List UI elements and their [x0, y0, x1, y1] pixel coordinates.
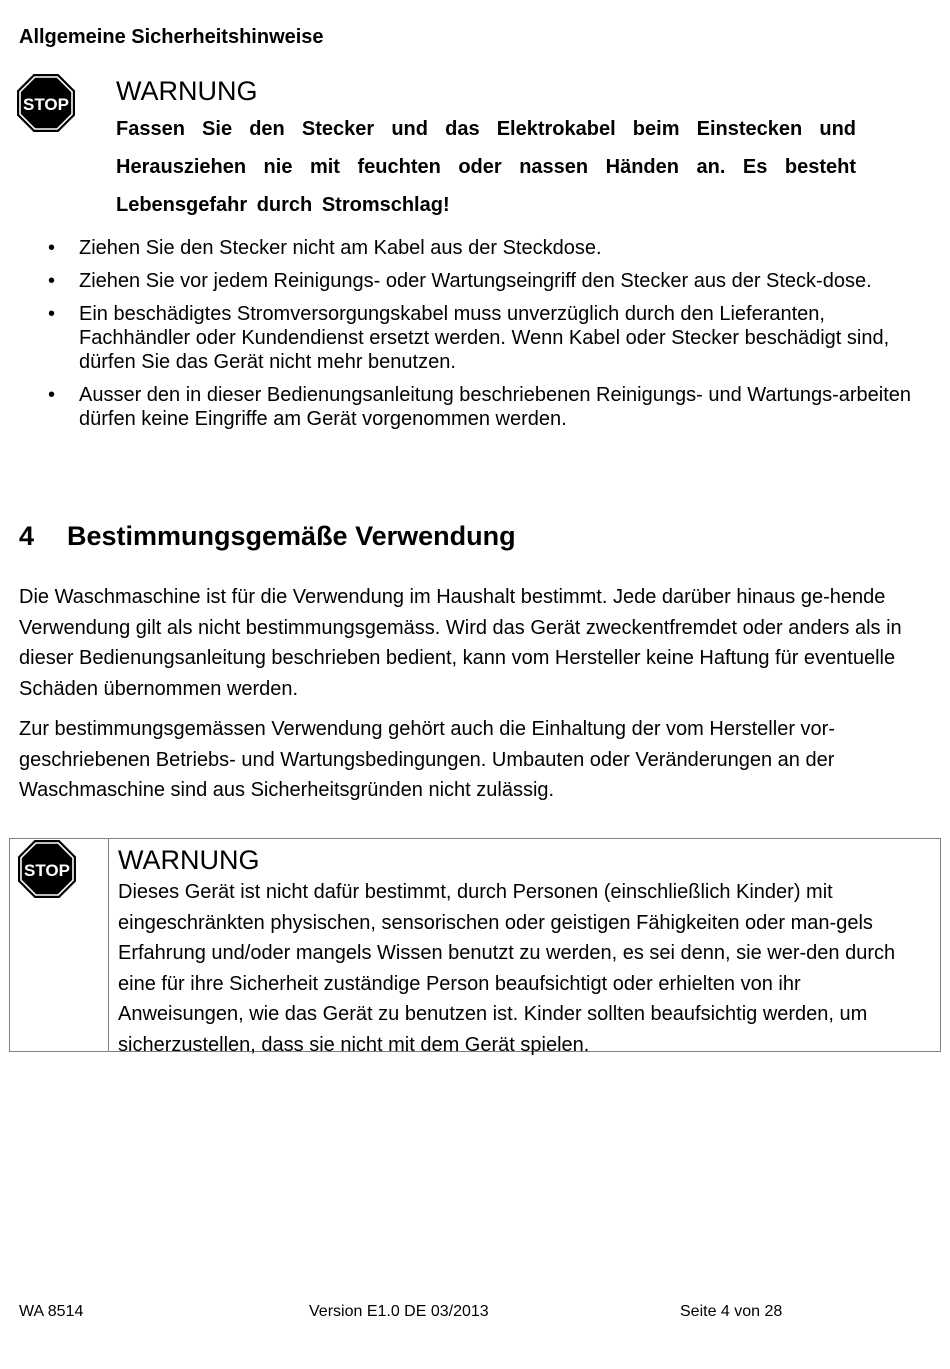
list-item: • Ziehen Sie den Stecker nicht am Kabel aus der Steckdose.: [38, 236, 928, 260]
table-divider: [108, 839, 109, 1051]
page-header-title: Allgemeine Sicherheitshinweise: [19, 26, 324, 48]
stop-sign-label: STOP: [24, 861, 70, 880]
warning-title: WARNUNG: [118, 845, 260, 875]
paragraph: Die Waschmaschine ist für die Verwendung im Haushalt bestimmt. Jede darüber hinaus ge-hende Verwendung gilt als nicht bestimmungsgemäss. Wird das Gerät zweckentfremdet oder anders als in dieser Bedienungsanleitung beschrieben bedient, kann vom Hersteller keine Haftung für eventuelle Schäden übernommen werden.: [19, 586, 902, 700]
paragraph: Zur bestimmungsgemässen Verwendung gehört auch die Einhaltung der vom Hersteller vor-geschriebenen Betriebs- und Wartungsbedingungen. Umbauten oder Veränderungen an der Waschmaschine sind aus Sicherheitsgründen nicht zulässig.: [19, 718, 835, 801]
warning-text: Fassen Sie den Stecker und das Elektrokabel beim Einstecken und Herausziehen nie mit feuchten oder nassen Händen an. Es besteht Lebensgefahr durch Stromschlag!: [116, 118, 856, 216]
warning-title: WARNUNG: [116, 76, 258, 106]
stop-sign-icon: [17, 839, 77, 899]
warning-box: [9, 838, 941, 1056]
list-item: • Ausser den in dieser Bedienungsanleitung beschriebenen Reinigungs- und Wartungs-arbeiten dürfen keine Eingriffe am Gerät vorgenommen werden.: [38, 383, 928, 431]
stop-sign-icon: [16, 73, 76, 133]
section-number: 4: [19, 521, 35, 551]
list-item: • Ziehen Sie vor jedem Reinigungs- oder Wartungseingriff den Stecker aus der Steck-dose.: [38, 269, 928, 293]
footer-page-number: Seite 4 von 28: [680, 1303, 783, 1320]
warning-text: Dieses Gerät ist nicht dafür bestimmt, durch Personen (einschließlich Kinder) mit eingeschränkten physischen, sensorischen oder geistigen Fähigkeiten oder man-gels Erfahrung und/oder mangels Wissen benutzt zu werden, es sei denn, sie wer-den durch eine für ihre Sicherheit zuständige Person beaufsichtigt oder erhielten von ihr Anweisungen, wie das Gerät zu benutzen ist. Kinder sollten beaufsichtig werden, um sicherzustellen, dass sie nicht mit dem Gerät spielen.: [118, 881, 896, 1056]
footer-version: Version E1.0 DE 03/2013: [309, 1303, 489, 1320]
footer-model: WA 8514: [19, 1303, 84, 1320]
safety-bullet-list: [38, 236, 928, 440]
warning-block-2: [118, 843, 928, 1060]
stop-sign-label: STOP: [23, 95, 69, 114]
section-title: Bestimmungsgemäße Verwendung: [67, 521, 516, 551]
section-heading: [19, 521, 516, 552]
warning-block-1: [116, 74, 856, 224]
list-item: • Ein beschädigtes Stromversorgungskabel muss unverzüglich durch den Lieferanten, Fachhändler oder Kundendienst ersetzt werden. Wenn Kabel oder Stecker beschädigt sind, dürfen Sie das Gerät nicht mehr benutzen.: [38, 302, 928, 374]
